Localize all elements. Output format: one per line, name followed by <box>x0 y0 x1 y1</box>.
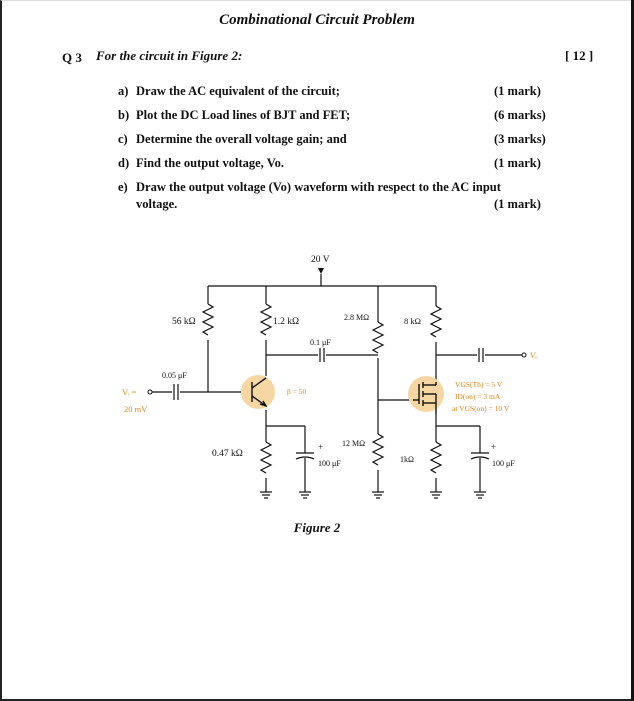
c-bypass1-label: 100 μF <box>318 459 341 468</box>
c-in-label: 0.05 μF <box>162 371 187 380</box>
vo-label: Vₒ <box>530 350 538 360</box>
rg2-label: 12 MΩ <box>342 439 366 448</box>
rs-label: 1kΩ <box>400 455 414 464</box>
c-bypass2-label: 100 μF <box>492 459 515 468</box>
part-b: b) Plot the DC Load lines of BJT and FET; <box>118 108 351 122</box>
c-couple-label: 0.1 μF <box>310 338 331 347</box>
part-c: c) Determine the overall voltage gain; and <box>118 132 347 146</box>
resistor-rc <box>261 304 271 335</box>
part-b-marks: (6 marks) <box>494 108 546 122</box>
rc-label: 1.2 kΩ <box>273 317 300 327</box>
re-label: 0.47 kΩ <box>212 449 243 459</box>
bjt-highlight <box>241 375 275 409</box>
question-intro: For the circuit in Figure 2: <box>96 48 243 63</box>
vi-label: Vᵢ = <box>122 387 137 397</box>
r1-label: 56 kΩ <box>172 317 196 327</box>
rd-label: 8 kΩ <box>404 316 421 326</box>
output-terminal <box>522 353 526 357</box>
beta-label: β = 50 <box>287 387 307 396</box>
resistor-rd <box>431 306 441 337</box>
part-d: d) Find the output voltage, Vo. <box>118 156 284 170</box>
part-e-marks: (1 mark) <box>494 197 541 211</box>
resistor-rs <box>431 442 441 473</box>
vi-value: 20 mV <box>124 404 148 414</box>
part-d-marks: (1 mark) <box>494 156 541 170</box>
resistor-r1 <box>203 304 213 335</box>
rg1-label: 2.8 MΩ <box>344 313 370 322</box>
part-c-marks: (3 marks) <box>494 132 546 146</box>
resistor-re <box>261 442 271 473</box>
resistor-rg2 <box>373 434 383 465</box>
question-total-marks: [ 12 ] <box>565 48 594 63</box>
part-a: a) Draw the AC equivalent of the circuit; <box>118 84 340 98</box>
figure-caption: Figure 2 <box>293 520 341 535</box>
supply-terminal <box>318 268 324 274</box>
supply-label: 20 V <box>311 255 330 265</box>
vgs-th-label: VGS(Th) = 5 V <box>455 380 503 389</box>
part-e: e) Draw the output voltage (Vo) waveform with respect to the AC input <box>118 180 501 194</box>
id-on-label: ID(on) = 3 mA <box>455 392 501 401</box>
resistor-rg1 <box>373 322 383 353</box>
c-bypass1-plus: + <box>318 442 324 452</box>
vgs-on-label: at VGS(on) = 10 V <box>452 404 510 413</box>
input-terminal <box>148 390 152 394</box>
part-e-continuation: voltage. <box>136 197 178 211</box>
part-a-marks: (1 mark) <box>494 84 541 98</box>
question-number: Q 3 <box>62 50 82 65</box>
document-title: Combinational Circuit Problem <box>219 12 415 28</box>
c-bypass2-plus: + <box>491 442 497 452</box>
